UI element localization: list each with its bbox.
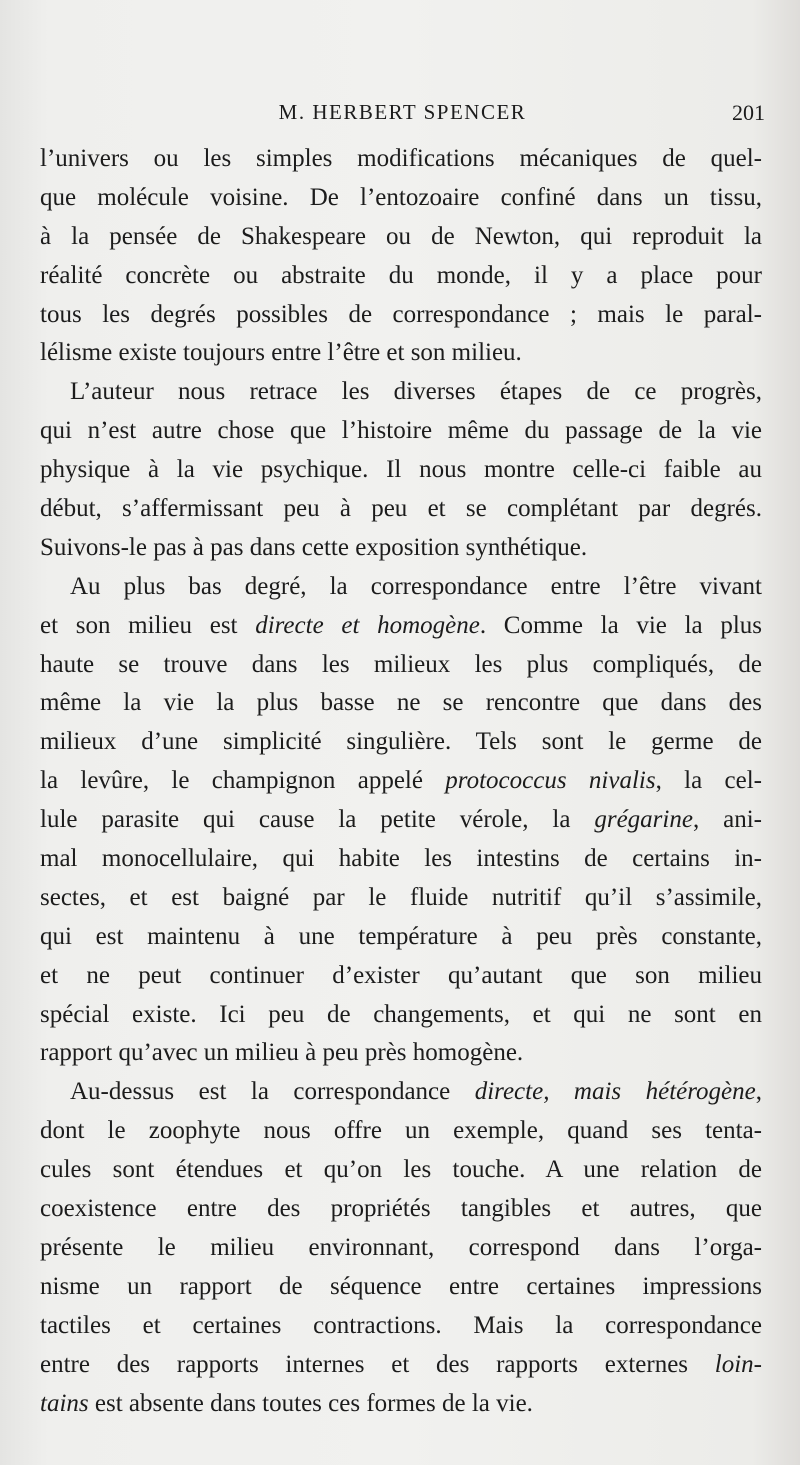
text-line — [40, 334, 762, 373]
text-line — [40, 1346, 762, 1385]
text-run: cules sont étendues et qu’on les touche. A une relation de — [40, 1156, 762, 1184]
text-line — [40, 1268, 762, 1307]
text-run: est absente dans toutes ces formes de la vie. — [88, 1389, 533, 1417]
text-run: haute se trouve dans les milieux les plus compliqués, de — [40, 650, 762, 678]
text-run: début, s’affermissant peu à peu et se complétant par degrés. — [40, 495, 762, 523]
text-run: spécial existe. Ici peu de changements, et qui ne sont en — [40, 1000, 762, 1028]
text-line — [40, 1229, 762, 1268]
text-run: Au plus bas degré, la correspondance entre l’être vivant — [70, 572, 762, 600]
text-line — [40, 373, 762, 412]
text-line — [40, 840, 762, 879]
text-run: dont le zoophyte nous offre un exemple, quand ses tenta- — [40, 1117, 762, 1145]
text-line — [40, 218, 762, 257]
text-run: tactiles et certaines contractions. Mais la correspondance — [40, 1311, 762, 1339]
italic-phrase: loin- — [714, 1350, 762, 1378]
page-header — [40, 94, 765, 134]
text-run: Au-dessus est la correspondance — [70, 1078, 475, 1106]
text-run: et ne peut continuer d’exister qu’autant que son milieu — [40, 961, 762, 989]
text-line — [40, 1034, 762, 1073]
text-line — [40, 412, 762, 451]
text-run: l’univers ou les simples modifications mécaniques de quel- — [40, 145, 762, 172]
text-line — [40, 1073, 762, 1112]
text-run: la levûre, le champignon appelé — [40, 767, 446, 795]
text-run: , la cel- — [655, 767, 762, 795]
text-line — [40, 490, 762, 529]
text-line — [40, 1112, 762, 1151]
text-run: qui est maintenu à une température à peu près constante, — [40, 922, 762, 950]
text-run: Suivons-le pas à pas dans cette exposition synthétique. — [40, 533, 588, 561]
text-line — [40, 957, 762, 996]
text-run: entre des rapports internes et des rapports externes — [40, 1350, 715, 1378]
text-run: et son milieu est — [40, 611, 256, 639]
text-run: lélisme existe toujours entre l’être et son milieu. — [40, 339, 522, 367]
text-run: sectes, et est baigné par le fluide nutritif qu’il s’assimile, — [40, 883, 762, 911]
text-run: . Comme la vie la plus — [479, 611, 763, 639]
text-run: lule parasite qui cause la petite vérole, la — [40, 806, 595, 834]
body-text — [40, 140, 762, 1423]
running-title: M. HERBERT SPENCER — [278, 100, 527, 124]
text-line — [40, 451, 762, 490]
text-line — [40, 879, 762, 918]
text-line — [40, 568, 762, 607]
text-line — [40, 1307, 762, 1346]
text-run: présente le milieu environnant, correspond dans l’orga- — [40, 1233, 762, 1261]
text-line — [40, 646, 762, 685]
text-line — [40, 179, 762, 218]
page-number: 201 — [732, 100, 765, 125]
text-run: mal monocellulaire, qui habite les intestins de certains in- — [40, 845, 762, 873]
text-run: tous les degrés possibles de correspondance ; mais le paral- — [40, 300, 762, 328]
text-run: réalité concrète ou abstraite du monde, il y a place pour — [40, 261, 762, 289]
text-run: physique à la vie psychique. Il nous montre celle-ci faible au — [40, 456, 762, 484]
text-run: que molécule voisine. De l’entozoaire confiné dans un tissu, — [40, 183, 762, 211]
text-line — [40, 1151, 762, 1190]
text-line — [40, 801, 762, 840]
text-line — [40, 296, 762, 335]
text-run: coexistence entre des propriétés tangibles et autres, que — [40, 1195, 762, 1223]
text-run: , ani- — [692, 806, 763, 834]
text-line — [40, 140, 762, 179]
text-line — [40, 762, 762, 801]
text-run: L’auteur nous retrace les diverses étapes de ce progrès, — [70, 378, 762, 406]
text-line — [40, 607, 762, 646]
text-run: milieux d’une simplicité singulière. Tels sont le germe de — [40, 728, 762, 756]
text-line — [40, 996, 762, 1035]
italic-phrase: directe, mais hétérogène — [474, 1078, 756, 1106]
text-run: même la vie la plus basse ne se rencontre que dans des — [40, 689, 762, 717]
text-run: nisme un rapport de séquence entre certaines impressions — [40, 1272, 762, 1300]
italic-phrase: directe et homogène — [255, 611, 480, 639]
text-run: , — [755, 1078, 762, 1106]
text-line — [40, 1190, 762, 1229]
italic-phrase: tains — [40, 1389, 89, 1417]
italic-phrase: protococcus nivalis — [445, 767, 656, 795]
text-line — [40, 723, 762, 762]
text-run: à la pensée de Shakespeare ou de Newton, qui reproduit la — [40, 222, 762, 250]
italic-phrase: grégarine — [594, 806, 693, 834]
text-line — [40, 918, 762, 957]
text-run: rapport qu’avec un milieu à peu près homogène. — [40, 1039, 524, 1067]
text-line — [40, 684, 762, 723]
text-line — [40, 257, 762, 296]
text-line — [40, 529, 762, 568]
text-run: qui n’est autre chose que l’histoire même du passage de la vie — [40, 417, 762, 445]
text-line — [40, 1385, 762, 1424]
